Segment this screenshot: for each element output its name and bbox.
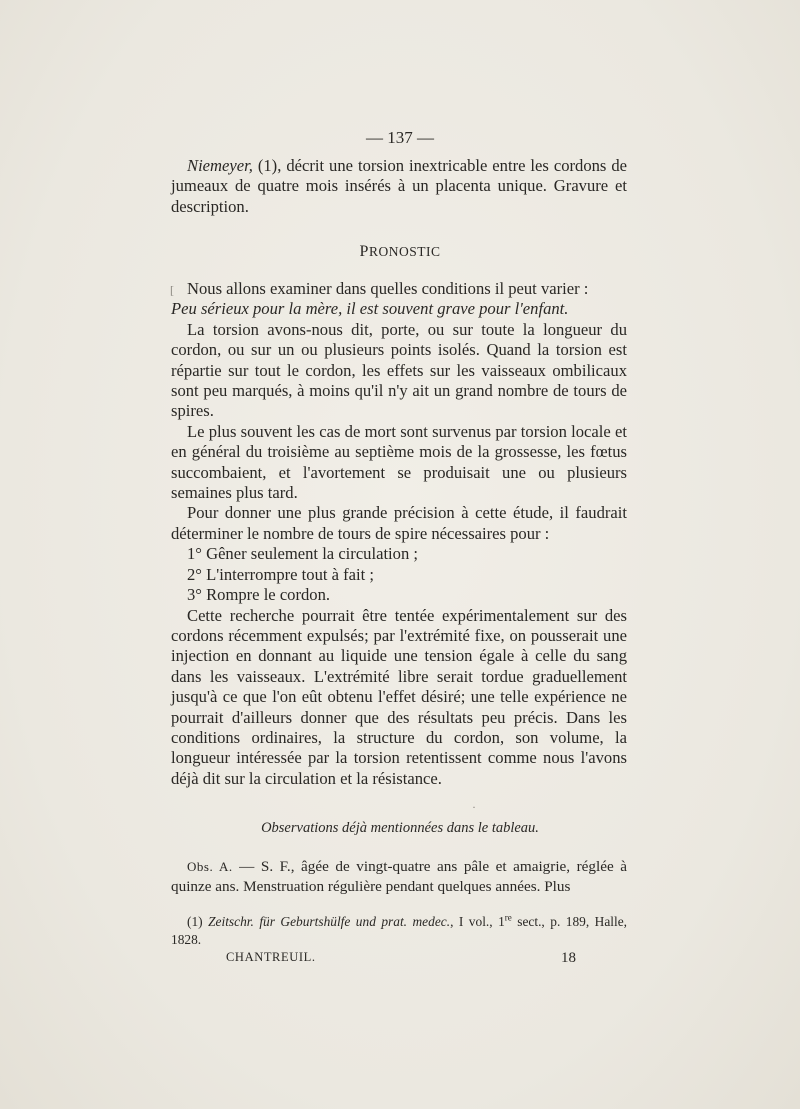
obs-a-paragraph <box>171 857 627 897</box>
intro-text: (1), décrit une torsion inextricable entre les cordons de jumeaux de quatre mois insérés à un placenta unique. Gravure et description. <box>171 156 627 216</box>
observations-title: Observations déjà mentionnées dans le tableau. <box>261 820 539 836</box>
intro-author: Niemeyer, <box>187 156 253 175</box>
footnote <box>171 913 627 948</box>
footnote-sup: re <box>504 912 512 923</box>
prognostic-lead: Nous allons examiner dans quelles conditions il peut varier : <box>187 279 589 298</box>
section-heading <box>0 243 800 261</box>
margin-mark-icon: [ <box>170 283 174 297</box>
obs-a-label: Obs. A. <box>187 859 233 874</box>
footnote-number: (1) <box>187 914 209 929</box>
prognostic-italic-line: Peu sérieux pour la mère, il est souvent grave pour l'enfant. <box>171 299 569 319</box>
list-item-2: 2° L'interrompre tout à fait ; <box>187 564 375 584</box>
intro-paragraph <box>171 156 627 217</box>
list-item-3: 3° Rompre le cordon. <box>187 585 331 605</box>
prognostic-p1: La torsion avons-nous dit, porte, ou sur toute la longueur du cordon, ou sur un ou plusieurs points isolés. Quand la torsion est répartie sur tout le cordon, les effets sur les vaisseaux ombilicaux sont peu marqués, à moins qu'il n'y ait un grand nombre de tours de spires. <box>171 319 627 421</box>
footer-signature: 18 <box>561 950 576 966</box>
speck-mark-icon: · <box>472 800 476 814</box>
footer-name: CHANTREUIL. <box>226 950 316 964</box>
list-item-1: 1° Gêner seulement la circulation ; <box>187 544 419 564</box>
page-number: — 137 — <box>366 128 434 147</box>
prognostic-body <box>171 279 627 789</box>
prognostic-p3: Pour donner une plus grande précision à cette étude, il faudrait déterminer le nombre de tours de spire nécessaires pour : <box>171 503 627 543</box>
obs-a-text: — S. F., âgée de vingt-quatre ans pâle et amaigrie, réglée à quinze ans. Menstruation régulière pendant quelques années. Plus <box>171 858 628 895</box>
footnote-journal: Zeitschr. für Geburtshülfe und prat. medec. <box>208 914 451 929</box>
footnote-rest-a: , I vol., 1 <box>450 914 505 929</box>
page-footer <box>226 950 576 965</box>
prognostic-p2: Le plus souvent les cas de mort sont survenus par torsion locale et en général du troisième au septième mois de la grossesse, les fœtus succombaient, et l'avortement se produisait une ou plusieurs semaines plus tard. <box>171 421 627 503</box>
section-heading-rest: RONOSTIC <box>368 244 441 259</box>
section-heading-cap: P <box>359 243 369 260</box>
footnote-rest-b: sect., p. 189, Halle, 1828. <box>171 914 628 947</box>
prognostic-p4: Cette recherche pourrait être tentée expérimentalement sur des cordons récemment expulsés; par l'extrémité fixe, on pousserait une injection en donnant au liquide une tension égale à celle du sang dans les vaisseaux. L'extrémité libre serait tordue graduellement jusqu'à ce que l'on eût obtenu l'effet désiré; une telle expérience ne pourrait d'ailleurs donner que des résultats peu précis. Dans les conditions ordinaires, la structure du cordon, son volume, la longueur intéressée par la torsion retentissent comme nous l'avons déjà dit sur la circulation et la résistance. <box>171 605 627 788</box>
